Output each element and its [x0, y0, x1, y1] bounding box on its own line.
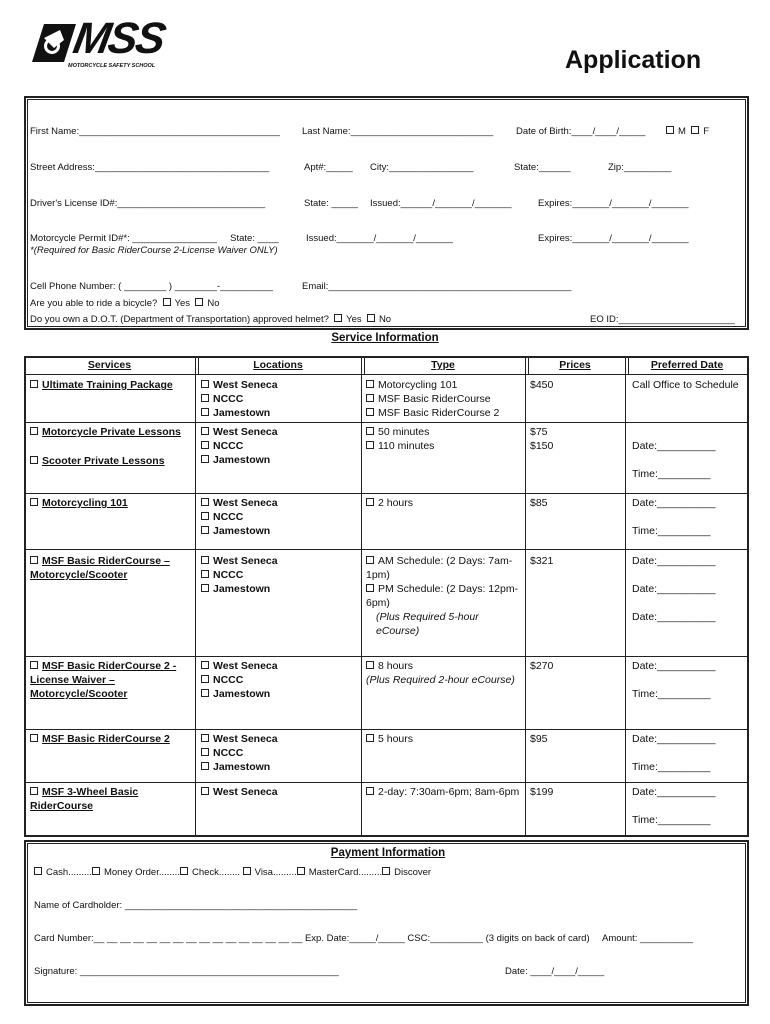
date-row-4: [632, 659, 716, 701]
type-checkbox[interactable]: [366, 556, 374, 564]
location-label: Jamestown: [213, 688, 271, 700]
date-row-0: Call Office to Schedule: [632, 379, 739, 391]
type-option[interactable]: [366, 582, 522, 610]
types-row-6: [366, 785, 519, 799]
service-row-0: [30, 378, 173, 392]
service-checkbox[interactable]: [30, 787, 38, 795]
location-option[interactable]: [201, 785, 278, 799]
cardholder-field[interactable]: Name of Cardholder: ____________________________________________: [34, 900, 358, 911]
service-option[interactable]: [30, 785, 155, 813]
location-option[interactable]: [201, 392, 278, 406]
email-field[interactable]: Email:______________________________________________: [302, 281, 572, 292]
location-checkbox[interactable]: [201, 762, 209, 770]
type-label: 2-day: 7:30am-6pm; 8am-6pm: [378, 786, 520, 798]
permit-note: *(Required for Basic RiderCourse 2-License Waiver ONLY): [30, 245, 278, 256]
location-checkbox[interactable]: [201, 380, 209, 388]
city-field[interactable]: City:________________: [370, 162, 474, 173]
location-label: NCCC: [213, 674, 244, 686]
locations-row-4: [201, 659, 278, 701]
service-row-6: [30, 785, 155, 813]
types-row-3: [366, 554, 522, 638]
type-checkbox[interactable]: [366, 408, 374, 416]
money-order-checkbox[interactable]: [92, 867, 100, 875]
location-label: West Seneca: [213, 497, 278, 509]
service-checkbox[interactable]: [30, 556, 38, 564]
price-row-2: $85: [530, 497, 548, 509]
female-label: F: [703, 126, 710, 137]
locations-row-0: [201, 378, 278, 420]
mastercard-label: MasterCard.........: [308, 867, 383, 878]
type-option[interactable]: [366, 732, 413, 746]
service-row-4: [30, 659, 180, 701]
locations-row-6: [201, 785, 278, 799]
price-row-4: $270: [530, 660, 554, 672]
bicycle-no-checkbox[interactable]: [195, 298, 203, 306]
locations-row-2: [201, 496, 278, 538]
location-checkbox[interactable]: [201, 408, 209, 416]
discover-label: Discover: [394, 867, 432, 878]
location-label: NCCC: [213, 747, 244, 759]
type-label: 110 minutes: [378, 440, 435, 452]
types-row-1: [366, 425, 434, 453]
location-option[interactable]: [201, 496, 278, 510]
license-state-field[interactable]: State: _____: [304, 198, 358, 209]
date-field[interactable]: Date:__________: [632, 660, 716, 672]
types-row-4: [366, 659, 515, 687]
service-option[interactable]: [30, 454, 181, 468]
location-option[interactable]: [201, 439, 278, 453]
state-field[interactable]: State:______: [514, 162, 571, 173]
location-label: NCCC: [213, 440, 244, 452]
location-checkbox[interactable]: [201, 556, 209, 564]
license-field[interactable]: Driver's License ID#:____________________________: [30, 198, 266, 209]
bicycle-question-label: Are you able to ride a bicycle?: [30, 298, 158, 309]
location-option[interactable]: [201, 406, 278, 420]
location-label: Jamestown: [213, 454, 271, 466]
service-label: Scooter Private Lessons: [42, 455, 165, 467]
page-title: Application: [565, 46, 702, 74]
visa-label: Visa.........: [254, 867, 297, 878]
date-field[interactable]: Date:__________: [632, 555, 716, 567]
time-field[interactable]: Time:_________: [632, 468, 711, 480]
payment-section-title: Payment Information: [330, 847, 446, 859]
date-row-5: [632, 732, 716, 774]
type-checkbox[interactable]: [366, 380, 374, 388]
service-checkbox[interactable]: [30, 456, 38, 464]
locations-row-5: [201, 732, 278, 774]
discover-checkbox[interactable]: [382, 867, 390, 875]
signature-field[interactable]: Signature: _________________________________________________: [34, 966, 339, 977]
payment-methods: [34, 867, 431, 878]
location-label: Jamestown: [213, 407, 271, 419]
date-row-3: [632, 554, 716, 624]
type-option[interactable]: [366, 425, 434, 439]
first-name-field[interactable]: First Name:______________________________________: [30, 126, 280, 137]
payment-date-field[interactable]: Date: ____/____/_____: [505, 966, 605, 977]
date-field[interactable]: Date:__________: [632, 786, 716, 798]
location-option[interactable]: [201, 732, 278, 746]
type-label: 8 hours: [378, 660, 414, 672]
service-row-3: [30, 554, 190, 582]
location-option[interactable]: [201, 659, 278, 673]
type-option[interactable]: [366, 659, 515, 673]
location-label: West Seneca: [213, 379, 278, 391]
location-label: Jamestown: [213, 761, 271, 773]
location-checkbox[interactable]: [201, 526, 209, 534]
type-option[interactable]: [366, 496, 413, 510]
types-row-0: [366, 378, 499, 420]
location-checkbox[interactable]: [201, 675, 209, 683]
type-option[interactable]: [366, 554, 522, 582]
type-option[interactable]: [366, 378, 499, 392]
service-label: MSF Basic RiderCourse 2: [42, 733, 170, 745]
license-issued-field[interactable]: Issued:______/_______/_______: [370, 198, 512, 209]
helmet-question: [30, 314, 391, 325]
permit-field[interactable]: Motorcycle Permit ID#*: ________________ State: ____: [30, 233, 279, 244]
type-label: AM Schedule: (2 Days: 7am-1pm): [366, 555, 513, 581]
permit-issued-field[interactable]: Issued:_______/_______/_______: [306, 233, 453, 244]
cash-label: Cash.........: [46, 867, 92, 878]
type-label: Motorcycling 101: [378, 379, 458, 391]
service-option[interactable]: [30, 732, 170, 746]
location-option[interactable]: [201, 568, 278, 582]
date-field[interactable]: Date:__________: [632, 611, 716, 623]
type-checkbox[interactable]: [366, 734, 374, 742]
type-option[interactable]: [366, 439, 434, 453]
price-row-5: $95: [530, 733, 548, 745]
col-header-prices: Prices: [559, 359, 591, 371]
helmet-yes-label: Yes: [346, 314, 362, 325]
service-row-2: [30, 496, 128, 510]
location-checkbox[interactable]: [201, 455, 209, 463]
gender-field: [666, 126, 709, 137]
col-header-locations: Locations: [253, 359, 303, 371]
types-row-5: [366, 732, 413, 746]
col-header-preferred-date: Preferred Date: [650, 359, 724, 371]
zip-field[interactable]: Zip:_________: [608, 162, 672, 173]
service-row-1: [30, 425, 181, 468]
location-checkbox[interactable]: [201, 570, 209, 578]
location-option[interactable]: [201, 510, 278, 524]
type-checkbox[interactable]: [366, 498, 374, 506]
eo-id-field[interactable]: EO ID:______________________: [590, 314, 735, 325]
location-label: West Seneca: [213, 786, 278, 798]
location-checkbox[interactable]: [201, 498, 209, 506]
location-checkbox[interactable]: [201, 512, 209, 520]
service-checkbox[interactable]: [30, 380, 38, 388]
service-option[interactable]: [30, 659, 180, 701]
date-row-6: [632, 785, 716, 827]
money-order-label: Money Order........: [103, 867, 180, 878]
location-option[interactable]: [201, 582, 278, 596]
service-label: MSF 3-Wheel Basic RiderCourse: [30, 786, 139, 812]
card-number-field[interactable]: Card Number:__ __ __ __ __ __ __ __ __ __ __ __ __ __ __ __ Exp. Date:_____/_____ CSC:__________ (3 digits on back of card): [34, 933, 590, 944]
type-option[interactable]: [366, 406, 499, 420]
location-option[interactable]: [201, 378, 278, 392]
logo-subtitle: MOTORCYCLE SAFETY SCHOOL: [68, 63, 156, 69]
location-option[interactable]: [201, 425, 278, 439]
time-field[interactable]: Time:_________: [632, 525, 711, 537]
helmet-yes-checkbox[interactable]: [334, 314, 342, 322]
type-checkbox[interactable]: [366, 584, 374, 592]
location-checkbox[interactable]: [201, 394, 209, 402]
location-checkbox[interactable]: [201, 441, 209, 449]
location-label: Jamestown: [213, 583, 271, 595]
location-label: Jamestown: [213, 525, 271, 537]
location-checkbox[interactable]: [201, 748, 209, 756]
locations-row-1: [201, 425, 278, 467]
location-option[interactable]: [201, 524, 278, 538]
location-checkbox[interactable]: [201, 787, 209, 795]
service-option[interactable]: [30, 554, 190, 582]
type-checkbox[interactable]: [366, 427, 374, 435]
locations-row-3: [201, 554, 278, 596]
amount-field[interactable]: Amount: __________: [602, 933, 693, 944]
service-row-5: [30, 732, 170, 746]
location-label: NCCC: [213, 511, 244, 523]
location-label: NCCC: [213, 393, 244, 405]
price-row-0: $450: [530, 379, 554, 391]
date-row-2: [632, 496, 716, 538]
type-checkbox[interactable]: [366, 787, 374, 795]
location-label: West Seneca: [213, 426, 278, 438]
bicycle-no-label: No: [207, 298, 220, 309]
location-option[interactable]: [201, 453, 278, 467]
time-field[interactable]: Time:_________: [632, 761, 711, 773]
service-label: Ultimate Training Package: [42, 379, 173, 391]
dob-field[interactable]: Date of Birth:____/____/_____: [516, 126, 646, 137]
check-label: Check........: [191, 867, 241, 878]
type-option[interactable]: [366, 785, 519, 799]
type-checkbox[interactable]: [366, 661, 374, 669]
visa-checkbox[interactable]: [243, 867, 251, 875]
service-label: MSF Basic RiderCourse 2 - License Waiver – Motorcycle/Scooter: [30, 660, 177, 700]
price-value: $150: [530, 440, 554, 452]
type-label: MSF Basic RiderCourse: [378, 393, 491, 405]
date-field[interactable]: Date:__________: [632, 440, 716, 452]
apt-field[interactable]: Apt#:_____: [304, 162, 353, 173]
price-row-6: $199: [530, 786, 554, 798]
price-row-3: $321: [530, 555, 554, 567]
service-option[interactable]: [30, 378, 173, 392]
location-checkbox[interactable]: [201, 427, 209, 435]
helmet-question-label: Do you own a D.O.T. (Department of Transportation) approved helmet?: [30, 314, 329, 325]
service-checkbox[interactable]: [30, 661, 38, 669]
last-name-field[interactable]: Last Name:___________________________: [302, 126, 494, 137]
location-checkbox[interactable]: [201, 584, 209, 592]
type-note: (Plus Required 5-hour eCourse): [376, 611, 479, 637]
type-label: PM Schedule: (2 Days: 12pm-6pm): [366, 583, 519, 609]
service-label: MSF Basic RiderCourse – Motorcycle/Scooter: [30, 555, 170, 581]
type-label: MSF Basic RiderCourse 2: [378, 407, 500, 419]
location-checkbox[interactable]: [201, 661, 209, 669]
date-field[interactable]: Date:__________: [632, 497, 716, 509]
types-row-2: [366, 496, 413, 510]
location-label: West Seneca: [213, 660, 278, 672]
service-option[interactable]: [30, 496, 128, 510]
type-label: 5 hours: [378, 733, 414, 745]
license-expires-field[interactable]: Expires:_______/_______/_______: [538, 198, 689, 209]
male-label: M: [678, 126, 686, 137]
female-checkbox[interactable]: [691, 126, 699, 134]
cash-checkbox[interactable]: [34, 867, 42, 875]
location-option[interactable]: [201, 746, 278, 760]
date-row-1: [632, 439, 716, 481]
date-field[interactable]: Date:__________: [632, 583, 716, 595]
location-label: West Seneca: [213, 733, 278, 745]
type-note: (Plus Required 2-hour eCourse): [366, 674, 515, 686]
service-label: Motorcycle Private Lessons: [42, 426, 181, 438]
check-checkbox[interactable]: [180, 867, 188, 875]
location-option[interactable]: [201, 554, 278, 568]
cell-phone-field[interactable]: Cell Phone Number: ( ________ ) ________-__________: [30, 281, 273, 292]
male-checkbox[interactable]: [666, 126, 674, 134]
col-header-services: Services: [87, 359, 132, 371]
type-label: 50 minutes: [378, 426, 430, 438]
price-row-1: [530, 425, 553, 453]
street-field[interactable]: Street Address:_________________________________: [30, 162, 270, 173]
service-label: Motorcycling 101: [42, 497, 128, 509]
logo: [30, 14, 180, 74]
service-checkbox[interactable]: [30, 734, 38, 742]
location-option[interactable]: [201, 760, 278, 774]
time-field[interactable]: Time:_________: [632, 814, 711, 826]
mastercard-checkbox[interactable]: [297, 867, 305, 875]
bicycle-question: [30, 298, 220, 309]
logo-text: MSS: [69, 14, 168, 63]
location-option[interactable]: [201, 687, 278, 701]
type-checkbox[interactable]: [366, 441, 374, 449]
type-checkbox[interactable]: [366, 394, 374, 402]
time-field[interactable]: Time:_________: [632, 688, 711, 700]
bicycle-yes-label: Yes: [174, 298, 191, 309]
type-option[interactable]: [366, 392, 499, 406]
service-checkbox[interactable]: [30, 427, 38, 435]
location-label: West Seneca: [213, 555, 278, 567]
location-checkbox[interactable]: [201, 689, 209, 697]
service-section-title: Service Information: [331, 332, 439, 344]
type-label: 2 hours: [378, 497, 414, 509]
helmet-no-label: No: [378, 314, 392, 325]
location-label: NCCC: [213, 569, 244, 581]
location-checkbox[interactable]: [201, 734, 209, 742]
service-option[interactable]: [30, 425, 181, 439]
service-checkbox[interactable]: [30, 498, 38, 506]
location-option[interactable]: [201, 673, 278, 687]
permit-expires-field[interactable]: Expires:_______/_______/_______: [538, 233, 689, 244]
col-header-type: Type: [431, 359, 455, 371]
price-value: $75: [530, 426, 548, 438]
date-field[interactable]: Date:__________: [632, 733, 716, 745]
helmet-no-checkbox[interactable]: [367, 314, 375, 322]
bicycle-yes-checkbox[interactable]: [163, 298, 171, 306]
